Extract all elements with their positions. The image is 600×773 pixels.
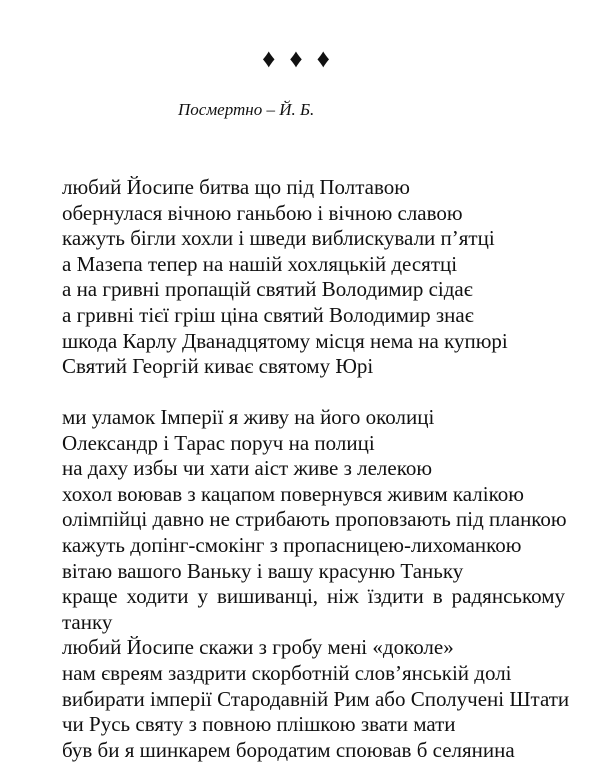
stanza-2	[62, 405, 570, 763]
poem-line: а на гривні пропащій святий Володимир сідає	[62, 277, 473, 302]
poem-line: танку	[62, 609, 113, 634]
diamond-icon: ♦	[262, 44, 284, 73]
poem-line: хохол воював з кацапом повернувся живим калікою	[62, 481, 524, 506]
poem-line: вибирати імперії Стародавній Рим або Сполучені Штати	[62, 686, 570, 711]
poem-line: кажуть допінг-смокінг з пропасницею-лихоманкою	[62, 532, 522, 557]
poem-line-justified: краще ходити у вишиванці, ніж їздити в радянському	[62, 584, 565, 609]
epigraph: Посмертно – Й. Б.	[178, 100, 315, 119]
poem-line: був би я шинкарем бородатим споював б селянина	[62, 737, 515, 762]
poem-line: ми уламок Імперії я живу на його околиці	[62, 405, 435, 429]
poem-line: кажуть бігли хохли і шведи виблискували п’ятці	[62, 226, 495, 251]
poem-line: а Мазепа тепер на нашій хохляцькій десятці	[62, 251, 458, 276]
poem-line: на даху избы чи хати аіст живе з лелекою	[62, 456, 433, 481]
section-ornament	[0, 44, 600, 74]
poem-line: Олександр і Тарас поруч на полиці	[62, 430, 375, 455]
poem-line: любий Йосипе битва що під Полтавою	[62, 175, 410, 199]
poem-line: любий Йосипе скажи з гробу мені «доколе»	[62, 635, 454, 660]
stanza-1	[62, 175, 565, 380]
poem-line: шкода Карлу Дванадцятому місця нема на купюрі	[62, 328, 508, 353]
poem-line: а гривні тієї гріш ціна святий Володимир знає	[62, 302, 474, 327]
poem-line: Святий Георгій киває святому Юрі	[62, 354, 374, 379]
poem-line: обернулася вічною ганьбою і вічною славою	[62, 200, 463, 225]
poem-line: олімпійці давно не стрибають проповзають під планкою	[62, 507, 567, 532]
poem-line: чи Русь святу з повною плішкою звати мати	[62, 712, 456, 737]
poem-line: вітаю вашого Ваньку і вашу красуню Таньку	[62, 558, 464, 583]
poem-line: нам євреям заздрити скорботній слов’янській долі	[62, 660, 512, 685]
diamond-icon: ♦	[316, 44, 338, 73]
diamond-icon: ♦	[289, 44, 311, 73]
